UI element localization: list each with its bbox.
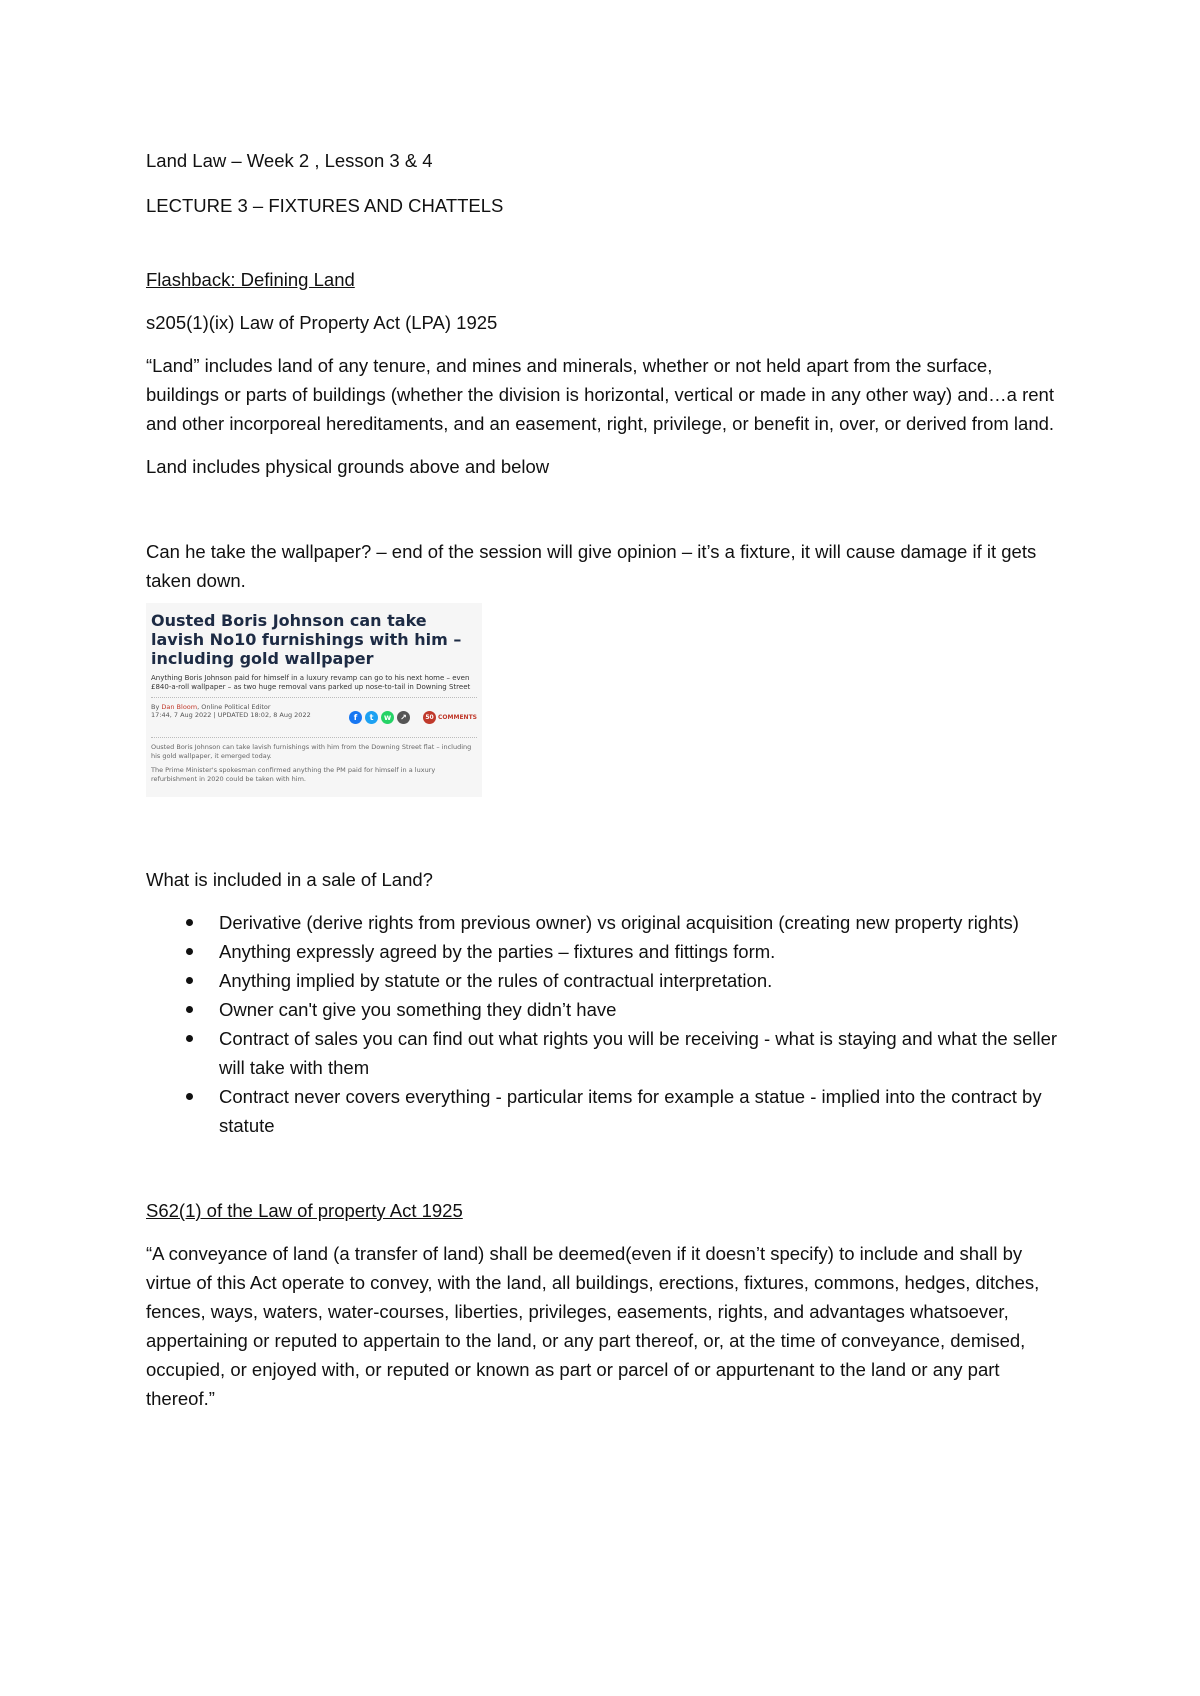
article-headline: Ousted Boris Johnson can take lavish No10 furnishings with him – including gold wallpaper (151, 611, 462, 668)
bullet-icon (186, 948, 193, 955)
news-article-clipping (146, 603, 482, 797)
s62-heading: S62(1) of the Law of property Act 1925 (146, 1200, 463, 1221)
bullet-icon (186, 977, 193, 984)
land-definition-quote: “Land” includes land of any tenure, and mines and minerals, whether or not held apart from the surface, buildings or parts of buildings (whether the division is horizontal, vertical or made in any other way) and…a rent and other incorporeal hereditaments, and an easement, right, privilege, or benefit in, over, or derived from land. (146, 355, 1055, 434)
sale-bullet-list (146, 908, 1066, 1140)
lecture-heading: LECTURE 3 – FIXTURES AND CHATTELS (146, 195, 504, 216)
flashback-heading: Flashback: Defining Land (146, 269, 355, 290)
share-icon: ↗ (397, 711, 410, 724)
article-body-paragraph: The Prime Minister's spokesman confirmed anything the PM paid for himself in a luxury refurbishment in 2020 could be taken with him. (151, 766, 436, 783)
bullet-icon (186, 919, 193, 926)
article-author: Dan Bloom (161, 703, 198, 711)
lpa-reference: s205(1)(ix) Law of Property Act (LPA) 1925 (146, 312, 498, 333)
document-page (146, 146, 1066, 1413)
list-item: Anything implied by statute or the rules of contractual interpretation. (146, 966, 1066, 995)
article-standfirst: Anything Boris Johnson paid for himself in a luxury revamp can go to his next home – even £840-a-roll wallpaper – as two huge removal vans parked up nose-to-tail in Downing Street (151, 674, 477, 698)
bullet-icon (186, 1093, 193, 1100)
list-item: Anything expressly agreed by the parties – fixtures and fittings form. (146, 937, 1066, 966)
article-author-role: , Online Political Editor (197, 703, 271, 711)
article-dates: 17:44, 7 Aug 2022 | UPDATED 18:02, 8 Aug 2022 (151, 711, 311, 719)
article-social-bar (349, 703, 477, 732)
list-item: Derivative (derive rights from previous owner) vs original acquisition (creating new property rights) (146, 908, 1066, 937)
bullet-icon (186, 1035, 193, 1042)
article-body-paragraph: Ousted Boris Johnson can take lavish furnishings with him from the Downing Street flat – including his gold wallpaper, it emerged today. (151, 743, 472, 760)
article-byline-row (151, 703, 477, 738)
sale-question: What is included in a sale of Land? (146, 869, 433, 890)
twitter-icon: t (365, 711, 378, 724)
comments-link (423, 703, 477, 732)
comments-label: COMMENTS (438, 714, 477, 721)
land-includes-note: Land includes physical grounds above and below (146, 456, 550, 477)
facebook-icon: f (349, 711, 362, 724)
comment-icon: 50 (423, 711, 436, 724)
document-title: Land Law – Week 2 , Lesson 3 & 4 (146, 150, 433, 171)
list-item: Contract never covers everything - particular items for example a statue - implied into the contract by statute (146, 1082, 1066, 1140)
bullet-icon (186, 1006, 193, 1013)
whatsapp-icon: w (381, 711, 394, 724)
list-item: Contract of sales you can find out what rights you will be receiving - what is staying and what the seller will take with them (146, 1024, 1066, 1082)
list-item: Owner can't give you something they didn’t have (146, 995, 1066, 1024)
wallpaper-question: Can he take the wallpaper? – end of the session will give opinion – it’s a fixture, it will cause damage if it gets taken down. (146, 541, 1037, 591)
article-byline: By Dan Bloom, Online Political Editor 17:44, 7 Aug 2022 | UPDATED 18:02, 8 Aug 2022 (151, 703, 311, 719)
s62-quote: “A conveyance of land (a transfer of land) shall be deemed(even if it doesn’t specify) to include and shall by virtue of this Act operate to convey, with the land, all buildings, erections, fixtures, commons, hedges, ditches, fences, ways, waters, water-courses, liberties, privileges, easements, rights, and advantages whatsoever, appertaining or reputed to appertain to the land, or any part thereof, or, at the time of conveyance, demised, occupied, or enjoyed with, or reputed or known as part or parcel of or appurtenant to the land or any part thereof.” (146, 1243, 1040, 1409)
